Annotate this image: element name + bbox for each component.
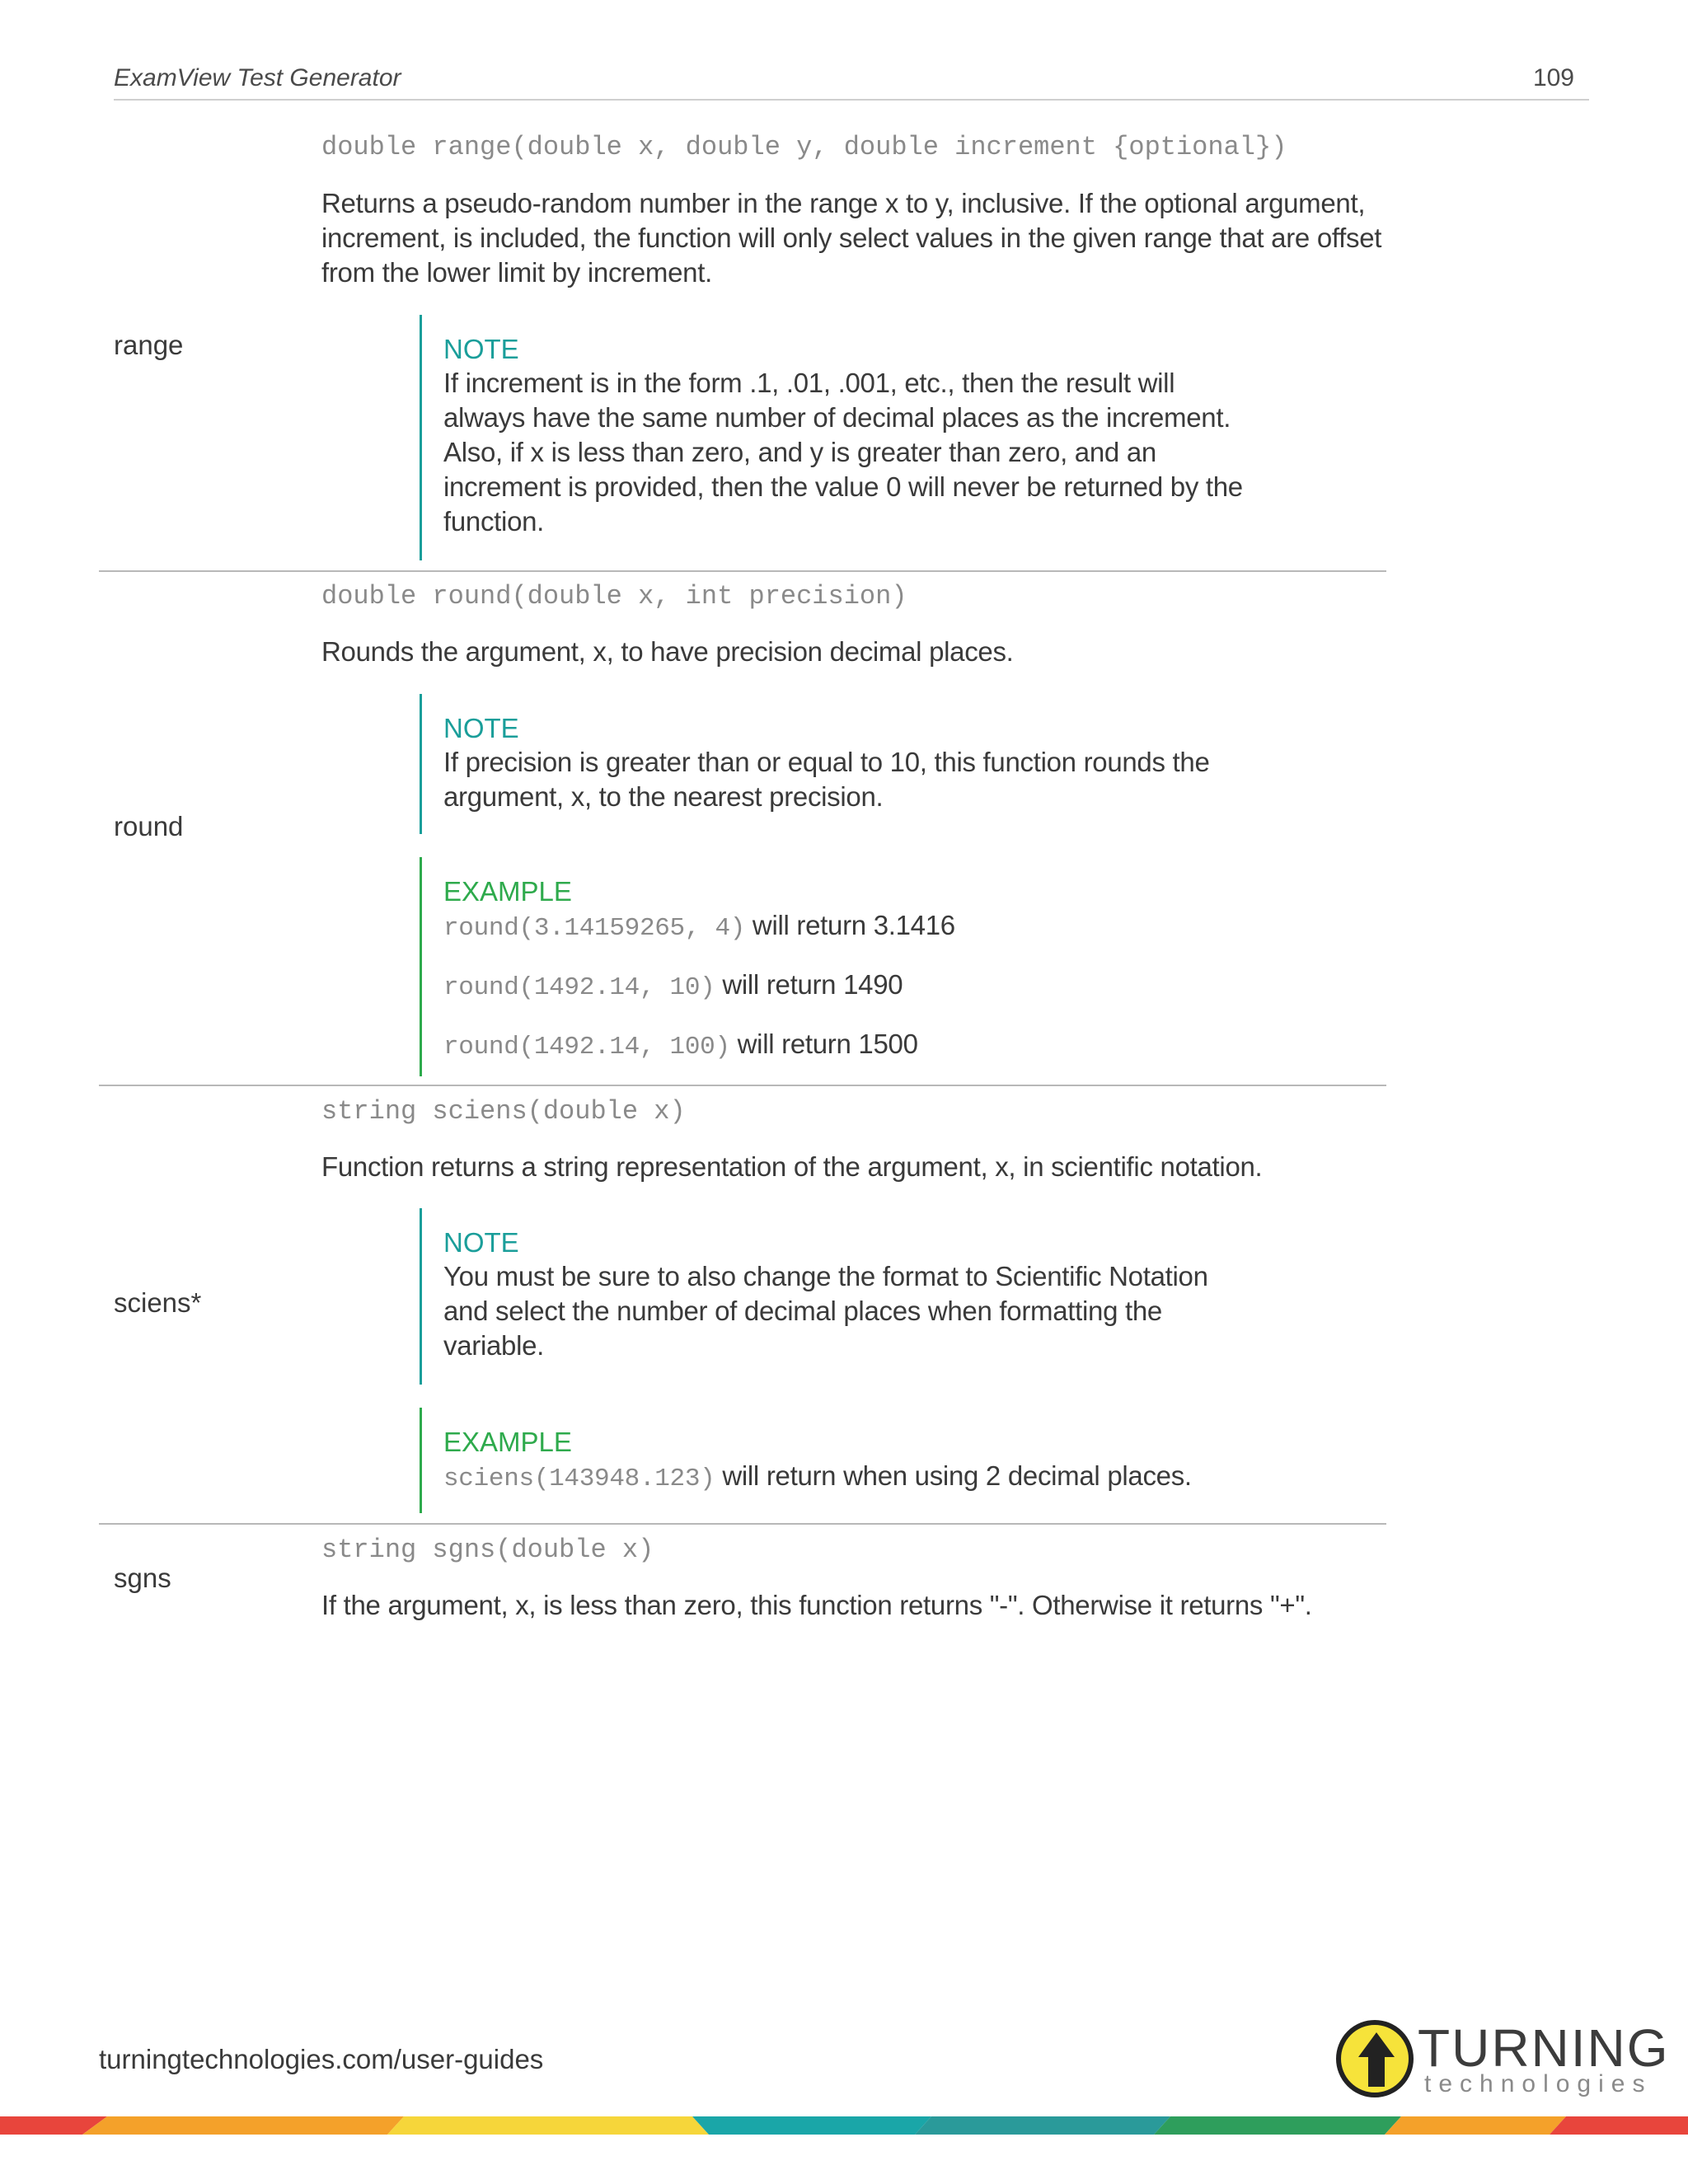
example-code: round(3.14159265, 4) <box>443 914 746 943</box>
page-header <box>114 61 1589 101</box>
example-callout <box>420 1408 1259 1513</box>
example-code: round(1492.14, 100) <box>443 1033 730 1062</box>
example-result: will return 1500 <box>729 1029 918 1059</box>
function-signature: double round(double x, int precision) <box>321 581 907 612</box>
note-callout <box>420 1208 1259 1385</box>
note-title: NOTE <box>443 713 519 743</box>
example-callout <box>420 857 1259 1076</box>
example-result: will return 1490 <box>715 969 903 1000</box>
row-divider <box>99 1085 1386 1086</box>
function-description: If the argument, x, is less than zero, this function returns "-". Otherwise it returns "+". <box>321 1590 1312 1620</box>
logo-wordmark: TURNING <box>1418 2018 1670 2078</box>
logo-subtitle: technologies <box>1424 2070 1653 2097</box>
note-callout <box>420 694 1259 834</box>
example-line <box>443 908 1259 946</box>
function-description: Returns a pseudo-random number in the range x to y, inclusive. If the optional argument, increment, is included, the function will only select values in the given range that are offset from the lower limit by increment. <box>321 188 1382 288</box>
turning-technologies-logo <box>1335 2018 1670 2100</box>
function-description: Rounds the argument, x, to have precision decimal places. <box>321 636 1014 667</box>
note-title: NOTE <box>443 1227 519 1258</box>
function-name: round <box>114 811 184 841</box>
function-name: range <box>114 330 184 360</box>
turning-logo-icon <box>1335 2019 1414 2098</box>
footer-color-bar <box>0 2116 1688 2135</box>
note-title: NOTE <box>443 334 519 364</box>
note-body: If precision is greater than or equal to 10, this function rounds the argument, x, to the nearest precision. <box>443 747 1210 812</box>
row-divider <box>99 570 1386 572</box>
function-signature: string sciens(double x) <box>321 1096 686 1127</box>
example-line <box>443 1027 1259 1065</box>
row-divider <box>99 1523 1386 1525</box>
example-code: sciens(143948.123) <box>443 1465 715 1493</box>
example-line <box>443 1459 1259 1497</box>
function-description: Function returns a string representation of the argument, x, in scientific notation. <box>321 1151 1263 1182</box>
note-callout <box>420 315 1259 560</box>
page-number: 109 <box>1532 64 1574 91</box>
example-code: round(1492.14, 10) <box>443 973 715 1002</box>
function-signature: double range(double x, double y, double increment {optional}) <box>321 132 1287 162</box>
example-title: EXAMPLE <box>443 876 572 907</box>
example-title: EXAMPLE <box>443 1427 572 1457</box>
document-title: ExamView Test Generator <box>114 64 401 91</box>
note-body: If increment is in the form .1, .01, .001, etc., then the result will always have the same number of decimal places as the increment. Also, if x is less than zero, and y is greater than zero, and an increment is provided, then the value 0 will never be returned by the function. <box>443 368 1243 537</box>
function-name: sciens* <box>114 1287 202 1318</box>
note-body: You must be sure to also change the format to Scientific Notation and select the number of decimal places when formatting the variable. <box>443 1261 1208 1361</box>
function-signature: string sgns(double x) <box>321 1535 654 1565</box>
example-result: will return when using 2 decimal places. <box>715 1460 1192 1491</box>
example-line <box>443 968 1259 1005</box>
function-name: sgns <box>114 1563 171 1593</box>
footer-url[interactable]: turningtechnologies.com/user-guides <box>99 2044 544 2074</box>
example-result: will return 3.1416 <box>745 910 955 940</box>
